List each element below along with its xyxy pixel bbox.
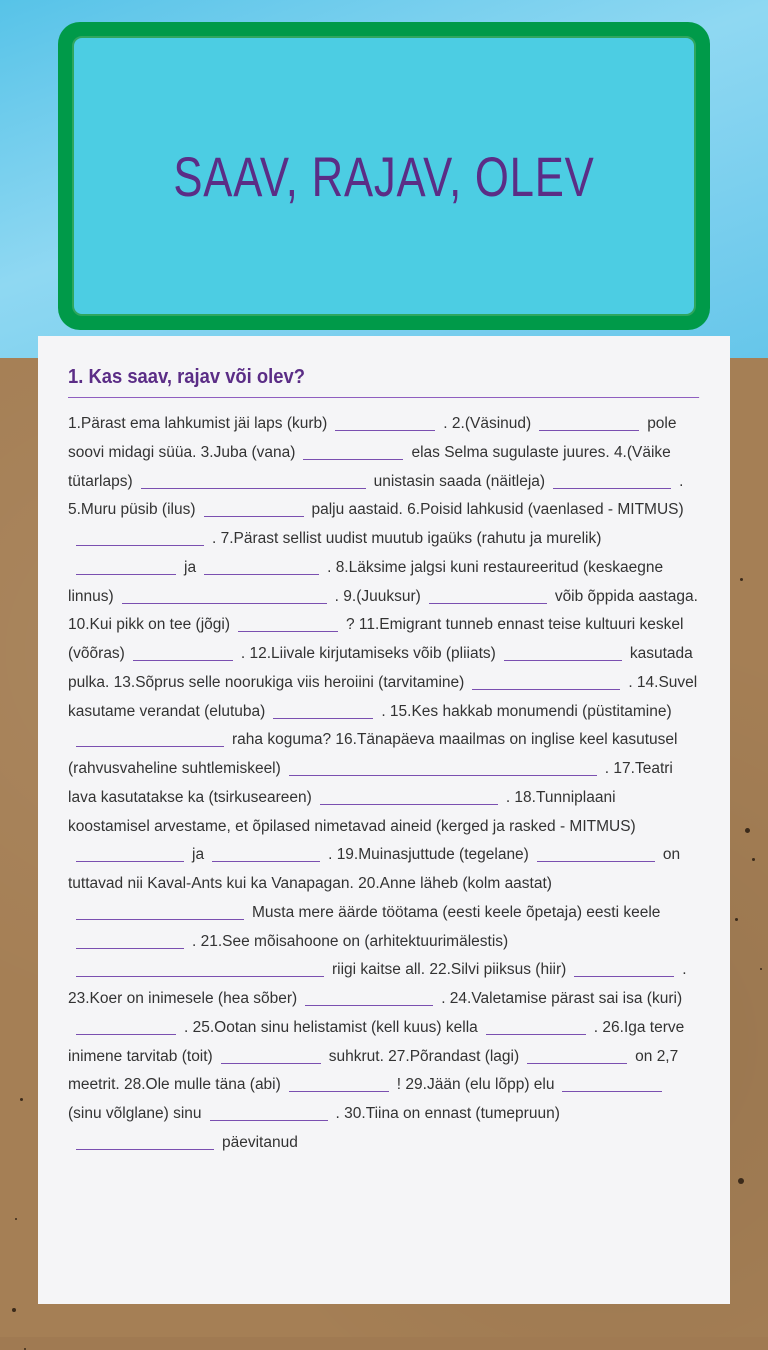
answer-blank[interactable] [122,586,327,604]
exercise-text-segment: . 23.Koer on inimesele (hea sõber) [68,961,687,1007]
answer-blank[interactable] [305,988,433,1006]
exercise-text-segment: . 24.Valetamise pärast sai isa (kuri) [441,990,683,1007]
answer-blank[interactable] [212,844,320,862]
exercise-text-segment: riigi kaitse all. 22.Silvi piiksus (hiir) [332,961,567,979]
exercise-text-segment: . 19.Muinasjuttude (tegelane) [328,846,529,864]
exercise-text-segment: kasutada pulka. 13.Sõprus selle noorukiga viis heroiini (tarvitamine) [68,645,693,691]
section-heading: 1. Kas saav, rajav või olev? [68,366,699,398]
answer-blank[interactable] [289,758,597,776]
exercise-text-segment: ! 29.Jään (elu lõpp) elu [396,1076,555,1094]
answer-blank[interactable] [76,931,184,949]
answer-blank[interactable] [204,499,304,517]
answer-blank[interactable] [76,1017,176,1035]
exercise-text-segment: . 5.Muru püsib (ilus) [68,472,684,519]
exercise-text-segment: . 7.Pärast sellist uudist muutub igaüks (rahutu ja murelik) [212,530,602,547]
answer-blank[interactable] [486,1017,586,1035]
answer-blank[interactable] [76,959,324,977]
answer-blank[interactable] [210,1103,328,1121]
exercise-text-segment: (sinu võlglane) sinu [68,1105,202,1122]
answer-blank[interactable] [76,557,176,575]
exercise-text-segment: . 2.(Väsinud) [443,415,532,432]
exercise-text-segment: . 15.Kes hakkab monumendi (püstitamine) [381,702,672,720]
exercise-text-segment: ja [184,558,197,576]
exercise-text-segment: unistasin saada (näitleja) [373,472,546,490]
answer-blank[interactable] [303,442,403,460]
answer-blank[interactable] [537,844,655,862]
exercise-text-segment: pole soovi midagi süüa. 3.Juba (vana) [68,415,677,461]
exercise-text-segment: palju aastaid. 6.Poisid lahkusid (vaenlased - MITMUS) [311,501,684,519]
answer-blank[interactable] [141,471,366,489]
answer-blank[interactable] [133,643,233,661]
exercise-text-segment: on 2,7 meetrit. 28.Ole mulle täna (abi) [68,1047,679,1094]
answer-blank[interactable] [553,471,671,489]
exercise-text-segment: . 21.See mõisahoone on (arhitektuurimälestis) [192,932,509,950]
answer-blank[interactable] [472,672,620,690]
worksheet-card [38,336,730,1304]
answer-blank[interactable] [76,729,224,747]
answer-blank[interactable] [527,1046,627,1064]
exercise-text [68,410,700,1158]
exercise-text-segment: . 25.Ootan sinu helistamist (kell kuus) kella [184,1018,478,1036]
exercise-text-segment: ja [192,846,205,864]
answer-blank[interactable] [76,1132,214,1150]
answer-blank[interactable] [289,1074,389,1092]
exercise-text-segment: raha koguma? 16.Tänapäeva maailmas on inglise keel kasutusel (rahvusvaheline suhtlemiskeel) [68,731,678,777]
exercise-text-segment: elas Selma sugulaste juures. 4.(Väike tütarlaps) [68,443,671,490]
exercise-text-segment: Musta mere äärde töötama (eesti keele õpetaja) eesti keele [252,903,661,921]
answer-blank[interactable] [429,586,547,604]
title-banner-inner [72,36,696,316]
answer-blank[interactable] [574,959,674,977]
answer-blank[interactable] [539,413,639,431]
exercise-text-segment: . 12.Liivale kirjutamiseks võib (pliiats) [240,645,496,662]
answer-blank[interactable] [76,844,184,862]
answer-blank[interactable] [238,614,338,632]
answer-blank[interactable] [76,528,204,546]
exercise-text-segment: . 17.Teatri lava kasutatakse ka (tsirkuseareen) [68,760,673,806]
answer-blank[interactable] [204,557,319,575]
exercise-text-segment: . 14.Suvel kasutame verandat (elutuba) [68,673,698,720]
answer-blank[interactable] [221,1046,321,1064]
answer-blank[interactable] [273,701,373,719]
exercise-text-segment: päevitanud [222,1133,298,1151]
exercise-text-segment: . 18.Tunniplaani koostamisel arvestame, et õpilased nimetavad aineid (kerged ja rasked - MITMUS) [68,788,636,835]
title-banner [58,22,710,330]
answer-blank[interactable] [562,1074,662,1092]
exercise-text-segment: 1.Pärast ema lahkumist jäi laps (kurb) [68,415,328,432]
exercise-text-segment: on tuttavad nii Kaval-Ants kui ka Vanapagan. 20.Anne läheb (kolm aastat) [68,846,681,892]
page-title: SAAV, RAJAV, OLEV [173,144,595,208]
exercise-text-segment: suhkrut. 27.Põrandast (lagi) [328,1047,520,1065]
exercise-text-segment: . 8.Läksime jalgsi kuni restaureeritud (keskaegne linnus) [68,558,664,605]
exercise-text-segment: võib õppida aastaga. 10.Kui pikk on tee (jõgi) [68,587,698,634]
answer-blank[interactable] [320,787,498,805]
exercise-text-segment: . 26.Iga terve inimene tarvitab (toit) [68,1018,685,1065]
exercise-text-segment: . 9.(Juuksur) [334,587,421,605]
exercise-text-segment: ? 11.Emigrant tunneb ennast teise kultuuri keskel (võõras) [68,616,684,662]
exercise-text-segment: . 30.Tiina on ennast (tumepruun) [335,1105,560,1122]
answer-blank[interactable] [76,902,244,920]
answer-blank[interactable] [504,643,622,661]
answer-blank[interactable] [335,413,435,431]
